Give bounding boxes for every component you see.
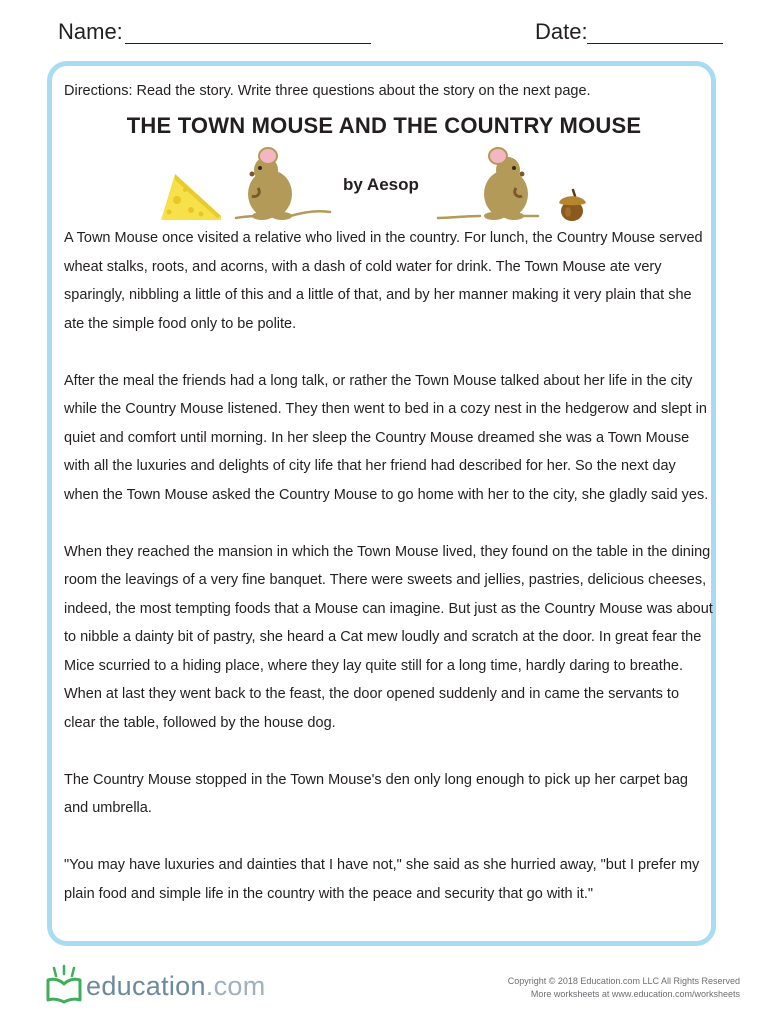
cheese-icon [155,170,223,222]
mouse-icon [436,146,540,222]
name-field[interactable] [125,43,371,44]
logo-suffix-text: .com [205,971,266,1001]
author-byline: by Aesop [343,175,419,194]
header [0,18,768,48]
footer-copyright [508,975,740,1001]
acorn-icon [557,188,589,222]
more-worksheets-link[interactable]: More worksheets at www.education.com/worksheets [530,989,740,999]
story-paragraph: A Town Mouse once visited a relative who lived in the country. For lunch, the Country Mouse served wheat stalks, roots, and acorns, with a dash of cold water for drink. The Town Mouse ate very sparingly, nibbling a little of this and a little of that, and by her manner making it very plain that she ate the simple food only to be polite. [64,230,703,332]
story-paragraph: The Country Mouse stopped in the Town Mouse's den only long enough to pick up her carpet bag and umbrella. [64,771,688,816]
copyright-text: Copyright © 2018 Education.com LLC All Rights Reserved [507,976,740,986]
story-paragraph: "You may have luxuries and dainties that I have not," she said as she hurried away, "but I prefer my plain food and simple life in the country with the peace and security that go with it." [64,857,700,902]
logo-main-text: education [86,971,206,1001]
date-field[interactable] [587,43,723,44]
mouse-icon [232,146,332,222]
story-body [64,224,714,937]
story-paragraph: When they reached the mansion in which the Town Mouse lived, they found on the table in the dining room the leavings of a very fine banquet. There were sweets and jellies, pastries, delicious cheeses, indeed, the most tempting foods that a Mouse can imagine. But just as the Country Mouse was about to nibble a dainty bit of pastry, she heard a Cat mew loudly and scratch at the door. In great fear the Mice scurried to a hiding place, where they lay quite still for a long time, hardly daring to breathe. When at last they went back to the feast, the door opened suddenly and in came the servants to clear the table, followed by the house dog. [64,543,713,731]
education-logo[interactable] [86,970,266,1002]
directions-text: Directions: Read the story. Write three questions about the story on the next page. [64,83,591,99]
date-label: Date: [535,19,588,44]
story-title: THE TOWN MOUSE AND THE COUNTRY MOUSE [126,113,642,138]
story-paragraph: After the meal the friends had a long talk, or rather the Town Mouse talked about her life in the city while the Country Mouse listened. They then went to bed in a cozy nest in the hedgerow and slept in quiet and comfort until morning. In her sleep the Country Mouse dreamed she was a Town Mouse with all the luxuries and delights of city life that her friend had described for her. So the next day when the Town Mouse asked the Country Mouse to go home with her to the city, she gladly said yes. [64,372,709,503]
education-logo-icon[interactable] [44,964,86,1004]
name-label: Name: [58,19,123,44]
